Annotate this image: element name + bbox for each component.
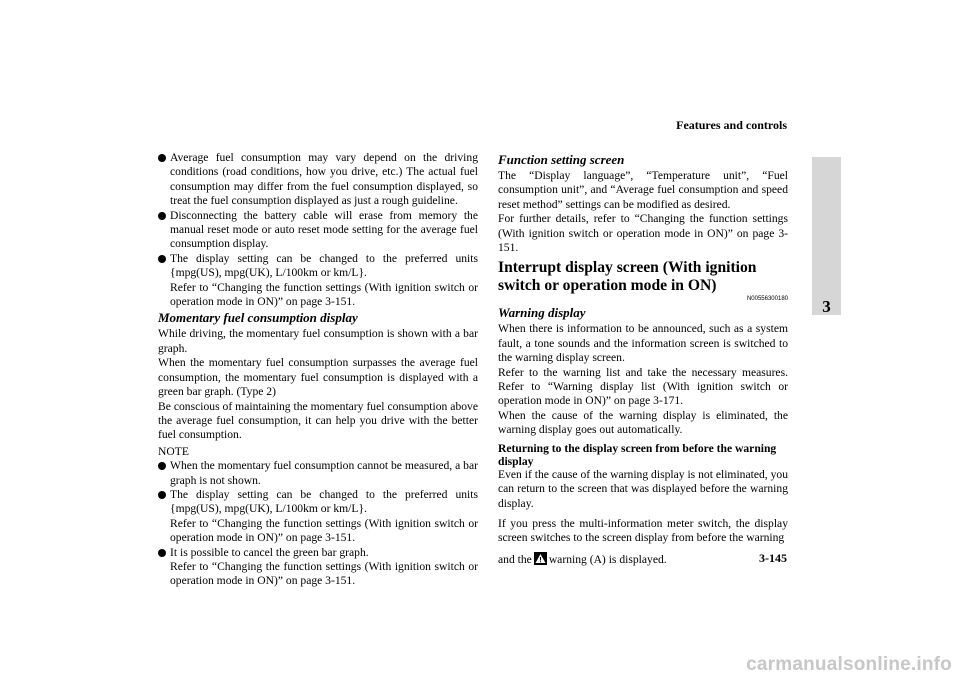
- bullet-dot-icon: [158, 462, 166, 470]
- list-item: The display setting can be changed to the preferred units {mpg(US), mpg(UK), L/100km or km/L}. Refer to “Changing the function settings (With ignition switch or operation mode in ON)” on page 3-151.: [158, 488, 478, 546]
- paragraph: When the cause of the warning display is eliminated, the warning display goes out automatically.: [498, 408, 788, 437]
- paragraph: If you press the multi-information meter switch, the display screen switches to the screen display from before the warning: [498, 516, 788, 545]
- list-item: Average fuel consumption may vary depend on the driving conditions (road conditions, how you drive, etc.) The actual fuel consumption may differ from the fuel consumption displayed, so treat the fuel consumption displayed as just a rough guideline.: [158, 151, 478, 209]
- page-header-title: Features and controls: [676, 118, 787, 132]
- warning-triangle-icon: [534, 552, 547, 565]
- paragraph: When the momentary fuel consumption surpasses the average fuel consumption, the momentary fuel consumption is displayed with a green bar graph. (Type 2): [158, 356, 478, 399]
- chapter-number: 3: [822, 297, 831, 316]
- bullet-dot-icon: [158, 212, 166, 220]
- chapter-tab: [812, 157, 841, 315]
- section-heading-warning: Warning display: [498, 305, 586, 321]
- bullet-dot-icon: [158, 255, 166, 263]
- section-heading-momentary: Momentary fuel consumption display: [158, 310, 358, 326]
- list-item: When the momentary fuel consumption cannot be measured, a bar graph is not shown.: [158, 459, 478, 488]
- bullet-dot-icon: [158, 491, 166, 499]
- left-column: [158, 151, 478, 589]
- note-list: [158, 459, 478, 589]
- paragraph-warning-line: and the warning (A) is displayed.: [498, 552, 667, 566]
- watermark: carmanualsonline.info: [746, 654, 952, 675]
- paragraph: When there is information to be announced, such as a system fault, a tone sounds and the information screen is switched to the warning display screen.: [498, 322, 788, 365]
- note-label: NOTE: [158, 444, 189, 458]
- paragraph: Even if the cause of the warning display is not eliminated, you can return to the screen that was displayed before the warning display.: [498, 467, 788, 510]
- right-column: [498, 151, 788, 567]
- subsection-heading-returning: Returning to the display screen from before the warning display: [498, 441, 777, 468]
- paragraph: Refer to the warning list and take the necessary measures. Refer to “Warning display list (With ignition switch or operation mode in ON)” on page 3-171.: [498, 365, 788, 408]
- paragraph: The “Display language”, “Temperature unit”, “Fuel consumption unit”, and “Average fuel consumption and speed reset method” settings can be modified as desired.: [498, 169, 788, 211]
- paragraph: For further details, refer to “Changing the function settings (With ignition switch or operation mode in ON)” on page 3-151.: [498, 212, 788, 255]
- paragraph: Be conscious of maintaining the momentary fuel consumption above the average fuel consumption, it can help you drive with the better fuel consumption.: [158, 399, 478, 442]
- bullet-dot-icon: [158, 549, 166, 557]
- section-heading-interrupt: Interrupt display screen (With ignition switch or operation mode in ON): [498, 259, 757, 295]
- reference-code: N00556300180: [746, 296, 788, 303]
- section-heading-function: Function setting screen: [498, 152, 625, 167]
- list-item: It is possible to cancel the green bar graph. Refer to “Changing the function settings (With ignition switch or operation mode in ON)” on page 3-151.: [158, 546, 478, 589]
- bullet-list: [158, 151, 478, 309]
- list-item: The display setting can be changed to the preferred units {mpg(US), mpg(UK), L/100km or km/L}. Refer to “Changing the function settings (With ignition switch or operation mode in ON)” on page 3-151.: [158, 252, 478, 310]
- paragraph: While driving, the momentary fuel consumption is shown with a bar graph.: [158, 327, 478, 355]
- page-number: 3-145: [759, 551, 787, 565]
- bullet-dot-icon: [158, 154, 166, 162]
- list-item: Disconnecting the battery cable will erase from memory the manual reset mode or auto reset mode setting for the average fuel consumption display.: [158, 209, 478, 252]
